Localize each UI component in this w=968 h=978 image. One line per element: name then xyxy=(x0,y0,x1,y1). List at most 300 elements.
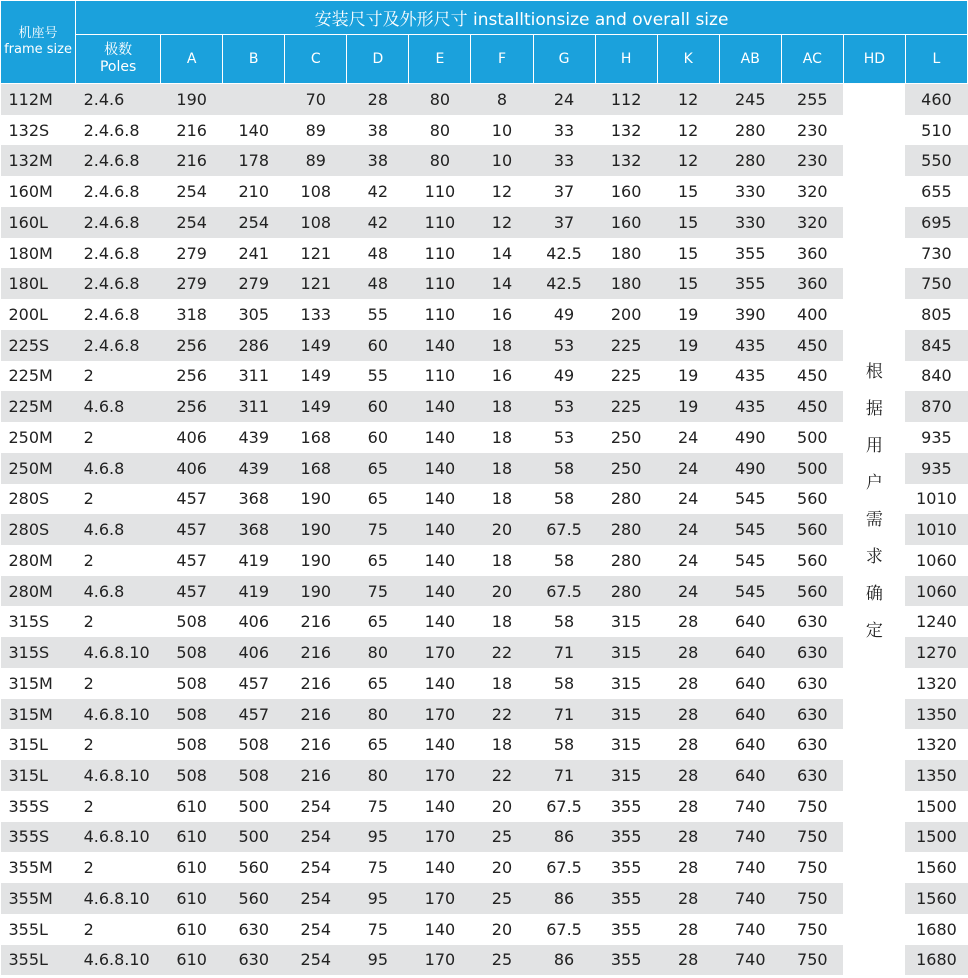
value-cell: 406 xyxy=(223,606,285,637)
table-row xyxy=(1,914,968,945)
frame-size-cell: 355M xyxy=(1,883,76,914)
value-cell: 58 xyxy=(533,668,595,699)
value-cell: 28 xyxy=(657,852,719,883)
hd-note-char: 确 xyxy=(865,584,883,604)
poles-cell: 2 xyxy=(76,484,161,515)
value-cell: 37 xyxy=(533,207,595,238)
value-cell: 840 xyxy=(905,361,967,392)
value-cell: 750 xyxy=(781,791,843,822)
poles-cell: 4.6.8 xyxy=(76,514,161,545)
value-cell: 55 xyxy=(347,299,409,330)
value-cell: 18 xyxy=(471,422,533,453)
value-cell: 1270 xyxy=(905,637,967,668)
table-row xyxy=(1,84,968,115)
value-cell: 65 xyxy=(347,606,409,637)
value-cell: 245 xyxy=(719,84,781,115)
value-cell: 508 xyxy=(161,699,223,730)
value-cell: 140 xyxy=(409,791,471,822)
value-cell: 15 xyxy=(657,268,719,299)
value-cell: 1500 xyxy=(905,822,967,853)
value-cell: 28 xyxy=(657,760,719,791)
value-cell: 20 xyxy=(471,514,533,545)
value-cell: 75 xyxy=(347,791,409,822)
value-cell: 121 xyxy=(285,268,347,299)
frame-size-cell: 250M xyxy=(1,453,76,484)
value-cell: 280 xyxy=(595,576,657,607)
value-cell: 49 xyxy=(533,361,595,392)
value-cell: 560 xyxy=(781,545,843,576)
value-cell: 355 xyxy=(595,852,657,883)
table-row xyxy=(1,637,968,668)
value-cell: 320 xyxy=(781,176,843,207)
value-cell: 80 xyxy=(347,699,409,730)
table-row xyxy=(1,238,968,269)
value-cell: 230 xyxy=(781,115,843,146)
table-row xyxy=(1,514,968,545)
value-cell: 140 xyxy=(409,453,471,484)
frame-size-cell: 180M xyxy=(1,238,76,269)
value-cell: 216 xyxy=(285,668,347,699)
value-cell: 279 xyxy=(223,268,285,299)
value-cell: 435 xyxy=(719,361,781,392)
value-cell: 315 xyxy=(595,606,657,637)
value-cell: 170 xyxy=(409,699,471,730)
column-header: K xyxy=(657,35,719,84)
value-cell: 140 xyxy=(409,422,471,453)
value-cell: 935 xyxy=(905,453,967,484)
value-cell: 42.5 xyxy=(533,268,595,299)
value-cell: 132 xyxy=(595,115,657,146)
value-cell: 16 xyxy=(471,299,533,330)
frame-size-cell: 280M xyxy=(1,576,76,607)
column-header: A xyxy=(161,35,223,84)
value-cell: 20 xyxy=(471,914,533,945)
poles-cell: 4.6.8 xyxy=(76,576,161,607)
table-row xyxy=(1,945,968,976)
value-cell: 170 xyxy=(409,637,471,668)
value-cell: 630 xyxy=(781,606,843,637)
value-cell: 545 xyxy=(719,484,781,515)
column-header: B xyxy=(223,35,285,84)
value-cell: 254 xyxy=(285,791,347,822)
column-header: H xyxy=(595,35,657,84)
value-cell: 508 xyxy=(223,760,285,791)
value-cell: 439 xyxy=(223,422,285,453)
value-cell: 18 xyxy=(471,391,533,422)
value-cell: 330 xyxy=(719,207,781,238)
poles-cell: 2.4.6.8 xyxy=(76,176,161,207)
frame-size-cell: 355S xyxy=(1,791,76,822)
value-cell: 190 xyxy=(285,514,347,545)
value-cell: 390 xyxy=(719,299,781,330)
value-cell: 280 xyxy=(595,514,657,545)
value-cell: 360 xyxy=(781,268,843,299)
value-cell: 280 xyxy=(719,115,781,146)
value-cell: 457 xyxy=(223,699,285,730)
value-cell xyxy=(223,84,285,115)
value-cell: 216 xyxy=(285,699,347,730)
value-cell: 110 xyxy=(409,299,471,330)
value-cell: 58 xyxy=(533,484,595,515)
value-cell: 750 xyxy=(781,822,843,853)
value-cell: 24 xyxy=(657,422,719,453)
value-cell: 805 xyxy=(905,299,967,330)
table-body xyxy=(1,84,968,976)
table-title: 安装尺寸及外形尺寸 installtionsize and overall size xyxy=(76,1,968,35)
value-cell: 490 xyxy=(719,422,781,453)
value-cell: 86 xyxy=(533,822,595,853)
value-cell: 1350 xyxy=(905,760,967,791)
value-cell: 250 xyxy=(595,453,657,484)
value-cell: 305 xyxy=(223,299,285,330)
column-header: G xyxy=(533,35,595,84)
value-cell: 355 xyxy=(595,945,657,976)
value-cell: 190 xyxy=(285,576,347,607)
poles-cell: 4.6.8.10 xyxy=(76,760,161,791)
value-cell: 254 xyxy=(223,207,285,238)
value-cell: 110 xyxy=(409,361,471,392)
value-cell: 1010 xyxy=(905,514,967,545)
value-cell: 25 xyxy=(471,883,533,914)
value-cell: 1350 xyxy=(905,699,967,730)
hd-note-char: 定 xyxy=(865,621,883,641)
value-cell: 406 xyxy=(161,422,223,453)
value-cell: 640 xyxy=(719,760,781,791)
value-cell: 1320 xyxy=(905,668,967,699)
value-cell: 28 xyxy=(657,945,719,976)
value-cell: 19 xyxy=(657,391,719,422)
frame-size-cell: 315M xyxy=(1,668,76,699)
value-cell: 1010 xyxy=(905,484,967,515)
value-cell: 80 xyxy=(409,84,471,115)
table-row xyxy=(1,453,968,484)
value-cell: 24 xyxy=(657,484,719,515)
value-cell: 200 xyxy=(595,299,657,330)
hd-note-char: 求 xyxy=(865,547,883,567)
value-cell: 110 xyxy=(409,207,471,238)
value-cell: 254 xyxy=(285,822,347,853)
value-cell: 254 xyxy=(285,883,347,914)
value-cell: 360 xyxy=(781,238,843,269)
value-cell: 80 xyxy=(409,145,471,176)
value-cell: 315 xyxy=(595,729,657,760)
value-cell: 28 xyxy=(657,914,719,945)
value-cell: 610 xyxy=(161,883,223,914)
value-cell: 12 xyxy=(657,145,719,176)
value-cell: 75 xyxy=(347,576,409,607)
value-cell: 8 xyxy=(471,84,533,115)
value-cell: 180 xyxy=(595,238,657,269)
value-cell: 845 xyxy=(905,330,967,361)
value-cell: 75 xyxy=(347,514,409,545)
frame-size-cell: 280M xyxy=(1,545,76,576)
value-cell: 95 xyxy=(347,945,409,976)
table-row xyxy=(1,422,968,453)
frame-size-cell: 315S xyxy=(1,637,76,668)
value-cell: 630 xyxy=(223,914,285,945)
frame-size-cell: 355L xyxy=(1,945,76,976)
value-cell: 22 xyxy=(471,637,533,668)
value-cell: 20 xyxy=(471,791,533,822)
value-cell: 210 xyxy=(223,176,285,207)
value-cell: 108 xyxy=(285,176,347,207)
value-cell: 80 xyxy=(347,760,409,791)
value-cell: 457 xyxy=(161,484,223,515)
value-cell: 225 xyxy=(595,391,657,422)
frame-size-cell: 132M xyxy=(1,145,76,176)
value-cell: 254 xyxy=(285,852,347,883)
frame-size-header xyxy=(1,1,76,84)
value-cell: 28 xyxy=(657,822,719,853)
value-cell: 49 xyxy=(533,299,595,330)
value-cell: 355 xyxy=(595,791,657,822)
value-cell: 460 xyxy=(905,84,967,115)
value-cell: 140 xyxy=(409,729,471,760)
value-cell: 610 xyxy=(161,822,223,853)
value-cell: 140 xyxy=(409,484,471,515)
table-header xyxy=(1,1,968,84)
value-cell: 140 xyxy=(409,545,471,576)
value-cell: 740 xyxy=(719,852,781,883)
value-cell: 560 xyxy=(223,883,285,914)
frame-size-cell: 315L xyxy=(1,760,76,791)
value-cell: 10 xyxy=(471,145,533,176)
value-cell: 60 xyxy=(347,422,409,453)
value-cell: 80 xyxy=(409,115,471,146)
value-cell: 20 xyxy=(471,852,533,883)
value-cell: 450 xyxy=(781,330,843,361)
value-cell: 71 xyxy=(533,760,595,791)
frame-size-cell: 180L xyxy=(1,268,76,299)
value-cell: 545 xyxy=(719,514,781,545)
poles-cell: 2 xyxy=(76,668,161,699)
value-cell: 740 xyxy=(719,822,781,853)
value-cell: 610 xyxy=(161,945,223,976)
value-cell: 95 xyxy=(347,822,409,853)
value-cell: 508 xyxy=(161,606,223,637)
table-row xyxy=(1,361,968,392)
value-cell: 15 xyxy=(657,238,719,269)
column-header: E xyxy=(409,35,471,84)
value-cell: 89 xyxy=(285,115,347,146)
value-cell: 65 xyxy=(347,453,409,484)
value-cell: 439 xyxy=(223,453,285,484)
value-cell: 18 xyxy=(471,484,533,515)
value-cell: 216 xyxy=(285,637,347,668)
value-cell: 58 xyxy=(533,606,595,637)
value-cell: 630 xyxy=(781,699,843,730)
value-cell: 28 xyxy=(657,606,719,637)
value-cell: 750 xyxy=(781,852,843,883)
value-cell: 10 xyxy=(471,115,533,146)
value-cell: 254 xyxy=(285,945,347,976)
table-row xyxy=(1,760,968,791)
value-cell: 640 xyxy=(719,637,781,668)
hd-note-char: 用 xyxy=(865,436,883,456)
column-header: C xyxy=(285,35,347,84)
value-cell: 311 xyxy=(223,361,285,392)
value-cell: 14 xyxy=(471,238,533,269)
value-cell: 750 xyxy=(781,914,843,945)
value-cell: 355 xyxy=(595,822,657,853)
frame-size-cell: 132S xyxy=(1,115,76,146)
value-cell: 315 xyxy=(595,668,657,699)
value-cell: 254 xyxy=(161,207,223,238)
value-cell: 560 xyxy=(781,484,843,515)
frame-size-cell: 112M xyxy=(1,84,76,115)
value-cell: 1320 xyxy=(905,729,967,760)
value-cell: 12 xyxy=(657,84,719,115)
value-cell: 508 xyxy=(223,729,285,760)
value-cell: 37 xyxy=(533,176,595,207)
value-cell: 508 xyxy=(161,729,223,760)
value-cell: 457 xyxy=(161,545,223,576)
value-cell: 55 xyxy=(347,361,409,392)
value-cell: 168 xyxy=(285,453,347,484)
value-cell: 19 xyxy=(657,299,719,330)
frame-size-cell: 355L xyxy=(1,914,76,945)
value-cell: 53 xyxy=(533,330,595,361)
value-cell: 1680 xyxy=(905,945,967,976)
value-cell: 610 xyxy=(161,914,223,945)
table-row xyxy=(1,299,968,330)
table-row xyxy=(1,729,968,760)
frame-size-cell: 315M xyxy=(1,699,76,730)
value-cell: 16 xyxy=(471,361,533,392)
value-cell: 630 xyxy=(223,945,285,976)
poles-cell: 4.6.8.10 xyxy=(76,945,161,976)
column-header: L xyxy=(905,35,967,84)
poles-cell: 2.4.6.8 xyxy=(76,145,161,176)
value-cell: 610 xyxy=(161,791,223,822)
frame-size-cell: 280S xyxy=(1,484,76,515)
value-cell: 630 xyxy=(781,637,843,668)
value-cell: 368 xyxy=(223,514,285,545)
value-cell: 190 xyxy=(161,84,223,115)
value-cell: 15 xyxy=(657,176,719,207)
table-row xyxy=(1,699,968,730)
frame-size-cell: 225S xyxy=(1,330,76,361)
value-cell: 180 xyxy=(595,268,657,299)
table-row xyxy=(1,115,968,146)
value-cell: 110 xyxy=(409,238,471,269)
poles-cell: 4.6.8.10 xyxy=(76,699,161,730)
poles-label-cn: 极数 xyxy=(104,42,133,58)
value-cell: 19 xyxy=(657,361,719,392)
poles-cell: 2 xyxy=(76,729,161,760)
value-cell: 406 xyxy=(223,637,285,668)
frame-size-cell: 280S xyxy=(1,514,76,545)
poles-cell: 4.6.8.10 xyxy=(76,883,161,914)
value-cell: 58 xyxy=(533,545,595,576)
value-cell: 58 xyxy=(533,453,595,484)
table-row xyxy=(1,606,968,637)
value-cell: 170 xyxy=(409,945,471,976)
value-cell: 740 xyxy=(719,791,781,822)
value-cell: 406 xyxy=(161,453,223,484)
value-cell: 355 xyxy=(719,238,781,269)
value-cell: 254 xyxy=(161,176,223,207)
value-cell: 170 xyxy=(409,822,471,853)
value-cell: 33 xyxy=(533,145,595,176)
poles-cell: 4.6.8.10 xyxy=(76,637,161,668)
value-cell: 560 xyxy=(781,514,843,545)
value-cell: 24 xyxy=(657,576,719,607)
value-cell: 12 xyxy=(471,207,533,238)
frame-size-cell: 225M xyxy=(1,391,76,422)
value-cell: 112 xyxy=(595,84,657,115)
value-cell: 149 xyxy=(285,391,347,422)
value-cell: 640 xyxy=(719,668,781,699)
poles-cell: 2.4.6.8 xyxy=(76,115,161,146)
value-cell: 230 xyxy=(781,145,843,176)
poles-cell: 2.4.6 xyxy=(76,84,161,115)
value-cell: 75 xyxy=(347,914,409,945)
value-cell: 1240 xyxy=(905,606,967,637)
value-cell: 38 xyxy=(347,115,409,146)
value-cell: 318 xyxy=(161,299,223,330)
value-cell: 640 xyxy=(719,699,781,730)
frame-size-label-cn: 机座号 xyxy=(18,26,58,41)
table-row xyxy=(1,484,968,515)
value-cell: 500 xyxy=(223,822,285,853)
value-cell: 140 xyxy=(409,668,471,699)
poles-label-en: Poles xyxy=(99,59,137,75)
value-cell: 24 xyxy=(533,84,595,115)
value-cell: 216 xyxy=(285,729,347,760)
value-cell: 18 xyxy=(471,330,533,361)
poles-cell: 2 xyxy=(76,422,161,453)
table-row xyxy=(1,545,968,576)
value-cell: 86 xyxy=(533,945,595,976)
value-cell: 140 xyxy=(409,330,471,361)
frame-size-cell: 315S xyxy=(1,606,76,637)
value-cell: 216 xyxy=(285,760,347,791)
value-cell: 48 xyxy=(347,238,409,269)
value-cell: 133 xyxy=(285,299,347,330)
poles-cell: 2 xyxy=(76,545,161,576)
frame-size-cell: 225M xyxy=(1,361,76,392)
value-cell: 216 xyxy=(161,145,223,176)
value-cell: 33 xyxy=(533,115,595,146)
value-cell: 450 xyxy=(781,361,843,392)
value-cell: 279 xyxy=(161,238,223,269)
value-cell: 170 xyxy=(409,760,471,791)
value-cell: 740 xyxy=(719,883,781,914)
value-cell: 80 xyxy=(347,637,409,668)
value-cell: 419 xyxy=(223,545,285,576)
value-cell: 19 xyxy=(657,330,719,361)
value-cell: 28 xyxy=(657,729,719,760)
frame-size-label-en: frame size xyxy=(4,42,72,57)
value-cell: 330 xyxy=(719,176,781,207)
frame-size-cell: 355M xyxy=(1,852,76,883)
value-cell: 450 xyxy=(781,391,843,422)
value-cell: 132 xyxy=(595,145,657,176)
value-cell: 500 xyxy=(223,791,285,822)
table-row xyxy=(1,176,968,207)
value-cell: 560 xyxy=(223,852,285,883)
value-cell: 508 xyxy=(161,760,223,791)
value-cell: 110 xyxy=(409,268,471,299)
value-cell: 740 xyxy=(719,945,781,976)
value-cell: 640 xyxy=(719,606,781,637)
value-cell: 65 xyxy=(347,484,409,515)
table-row xyxy=(1,791,968,822)
value-cell: 508 xyxy=(161,668,223,699)
poles-header xyxy=(76,35,161,84)
value-cell: 28 xyxy=(657,699,719,730)
